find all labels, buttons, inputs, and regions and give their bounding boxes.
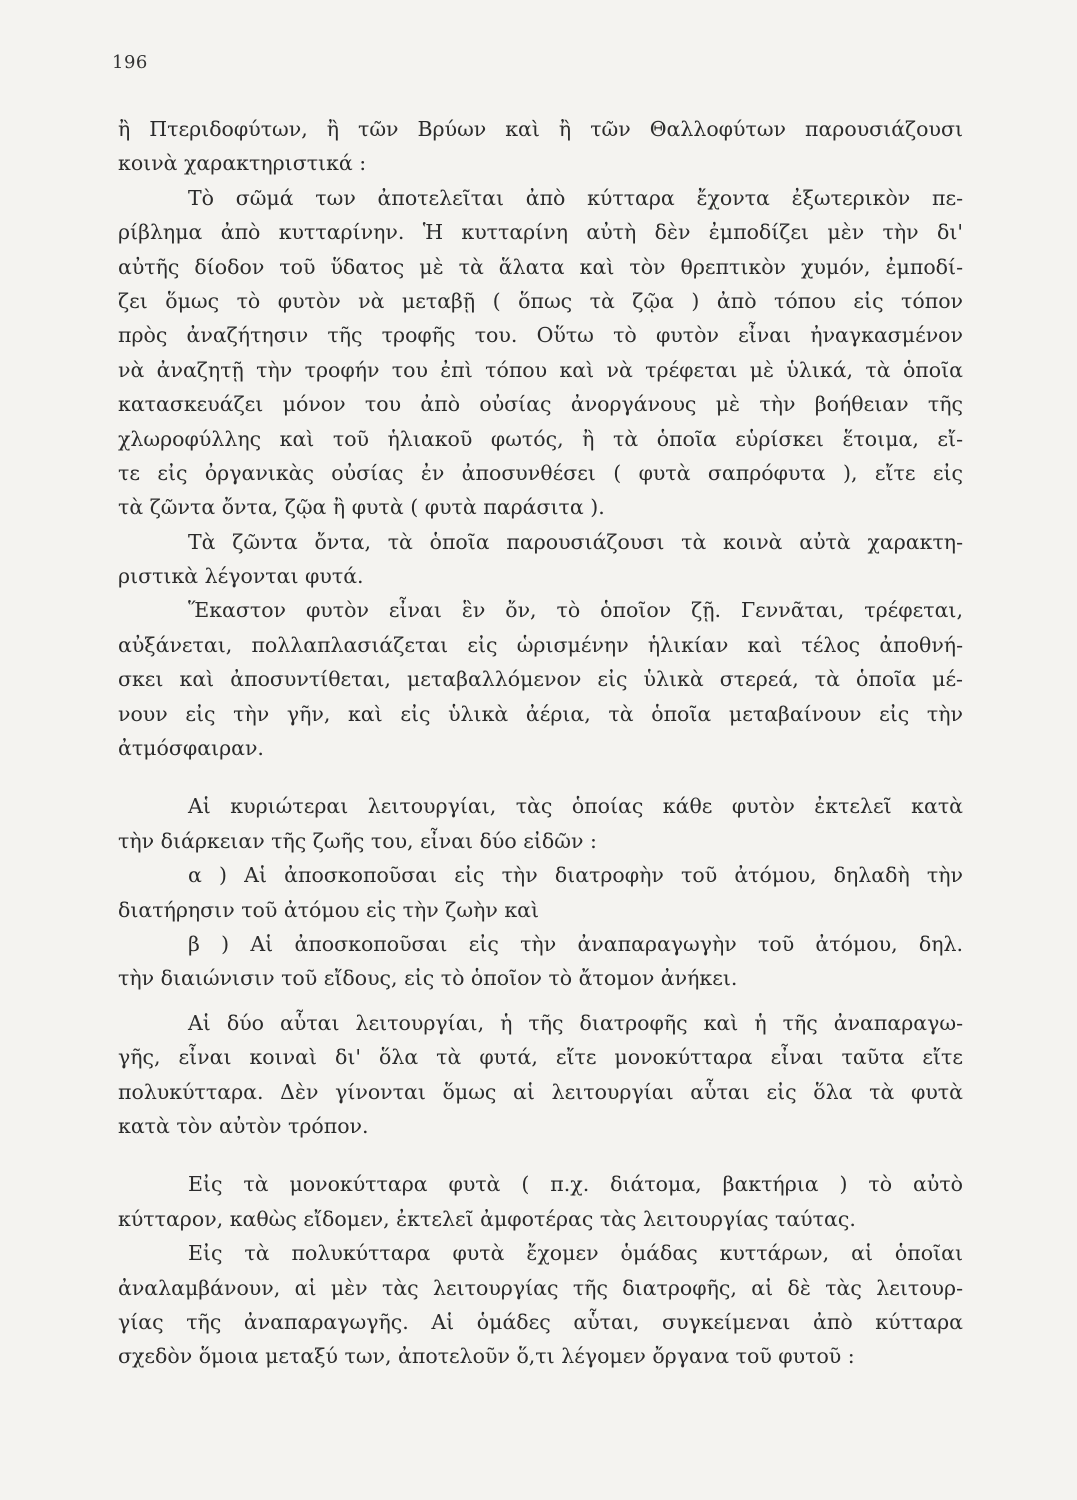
text-line: πρὸς ἀναζήτησιν τῆς τροφῆς του. Οὕτω τὸ φυτὸν εἶναι ἠναγκασμένον [118,323,963,348]
text-line: νουν εἰς τὴν γῆν, καὶ εἰς ὑλικὰ ἀέρια, τὰ ὁποῖα μεταβαίνουν εἰς τὴν [118,701,963,726]
text-line: Τὸ σῶμά των ἀποτελεῖται ἀπὸ κύτταρα ἔχοντα ἐξωτερικὸν πε- [188,185,963,210]
text-line: πολυκύτταρα. Δὲν γίνονται ὅμως αἱ λειτουργίαι αὗται εἰς ὅλα τὰ φυτὰ [118,1079,963,1104]
spacer [118,1143,963,1167]
paragraph-functions [118,789,963,858]
text-line: Αἱ δύο αὗται λειτουργίαι, ἡ τῆς διατροφῆς καὶ ἡ τῆς ἀναπαραγω- [188,1010,963,1035]
paragraph-intro [118,112,963,181]
paragraph-item-b [118,927,963,996]
text-line: τὴν διάρκειαν τῆς ζωῆς του, εἶναι δύο εἰδῶν : [118,828,597,853]
paragraph-multicellular [118,1236,963,1374]
paragraph-unicellular [118,1167,963,1236]
text-line: διατήρησιν τοῦ ἀτόμου εἰς τὴν ζωὴν καὶ [118,897,540,922]
paragraph-life-cycle [118,593,963,765]
text-line: χλωροφύλλης καὶ τοῦ ἡλιακοῦ φωτός, ἢ τὰ ὁποῖα εὑρίσκει ἕτοιμα, εἴ- [118,426,963,451]
paragraph-common-functions [118,1006,963,1144]
page-number: 196 [112,52,148,73]
text-line: Εἰς τὰ μονοκύτταρα φυτὰ ( π.χ. διάτομα, βακτήρια ) τὸ αὐτὸ [188,1172,963,1197]
text-line: τε εἰς ὀργανικὰς οὐσίας ἐν ἀποσυνθέσει ( φυτὰ σαπρόφυτα ), εἴτε εἰς [118,460,963,485]
text-line: ἢ Πτεριδοφύτων, ἢ τῶν Βρύων καὶ ἢ τῶν Θαλλοφύτων παρουσιάζουσι [118,117,963,141]
text-line: Ἕκαστον φυτὸν εἶναι ἓν ὄν, τὸ ὁποῖον ζῇ. Γεννᾶται, τρέφεται, [188,598,963,623]
text-line: Εἰς τὰ πολυκύτταρα φυτὰ ἔχομεν ὁμάδας κυττάρων, αἱ ὁποῖαι [188,1241,963,1266]
text-line: γῆς, εἶναι κοιναὶ δι' ὅλα τὰ φυτά, εἴτε μονοκύτταρα εἶναι ταῦτα εἴτε [118,1045,963,1070]
text-line: νὰ ἀναζητῇ τὴν τροφήν του ἐπὶ τόπου καὶ νὰ τρέφεται μὲ ὑλικά, τὰ ὁποῖα [118,357,963,382]
text-line: σχεδὸν ὅμοια μεταξύ των, ἀποτελοῦν ὅ,τι λέγομεν ὄργανα τοῦ φυτοῦ : [118,1344,855,1369]
text-line: αὐξάνεται, πολλαπλασιάζεται εἰς ὡρισμένην ἡλικίαν καὶ τέλος ἀποθνή- [118,632,963,657]
text-line: α ) Αἱ ἀποσκοποῦσαι εἰς τὴν διατροφὴν τοῦ ἀτόμου, δηλαδὴ τὴν [188,863,963,888]
text-line: Αἱ κυριώτεραι λειτουργίαι, τὰς ὁποίας κάθε φυτὸν ἐκτελεῖ κατὰ [188,794,963,819]
text-line: ζει ὅμως τὸ φυτὸν νὰ μεταβῇ ( ὅπως τὰ ζῷα ) ἀπὸ τόπου εἰς τόπον [118,288,963,313]
spacer [118,996,963,1006]
spacer [118,765,963,789]
text-line: κατὰ τὸν αὐτὸν τρόπον. [118,1113,369,1138]
text-line: ἀτμόσφαιραν. [118,736,264,761]
text-line: κατασκευάζει μόνον του ἀπὸ οὐσίας ἀνοργάνους μὲ τὴν βοήθειαν τῆς [118,392,963,417]
body-text [118,112,963,1374]
text-line: β ) Αἱ ἀποσκοποῦσαι εἰς τὴν ἀναπαραγωγὴν τοῦ ἀτόμου, δηλ. [188,931,963,956]
text-line: τὴν διαιώνισιν τοῦ εἴδους, εἰς τὸ ὁποῖον τὸ ἄτομον ἀνήκει. [118,966,738,991]
text-line: σκει καὶ ἀποσυντίθεται, μεταβαλλόμενον εἰς ὑλικὰ στερεά, τὰ ὁποῖα μέ- [118,667,963,692]
text-line: αὐτῆς δίοδον τοῦ ὕδατος μὲ τὰ ἅλατα καὶ τὸν θρεπτικὸν χυμόν, ἐμποδί- [118,254,963,279]
paragraph-body [118,181,963,525]
text-line: κοινὰ χαρακτηριστικά : [118,151,367,176]
text-line: ριστικὰ λέγονται φυτά. [118,564,364,589]
paragraph-definition [118,525,963,594]
text-line: Τὰ ζῶντα ὄντα, τὰ ὁποῖα παρουσιάζουσι τὰ κοινὰ αὐτὰ χαρακτη- [188,529,963,554]
text-line: τὰ ζῶντα ὄντα, ζῷα ἢ φυτὰ ( φυτὰ παράσιτα ). [118,495,605,520]
text-line: κύτταρον, καθὼς εἴδομεν, ἐκτελεῖ ἀμφοτέρας τὰς λειτουργίας ταύτας. [118,1206,856,1231]
text-line: ρίβλημα ἀπὸ κυτταρίνην. Ἡ κυτταρίνη αὐτὴ δὲν ἐμποδίζει μὲν τὴν δι' [118,220,963,245]
text-line: γίας τῆς ἀναπαραγωγῆς. Αἱ ὁμάδες αὗται, συγκείμεναι ἀπὸ κύτταρα [118,1309,963,1334]
paragraph-item-a [118,858,963,927]
text-line: ἀναλαμβάνουν, αἱ μὲν τὰς λειτουργίας τῆς διατροφῆς, αἱ δὲ τὰς λειτουρ- [118,1275,963,1300]
